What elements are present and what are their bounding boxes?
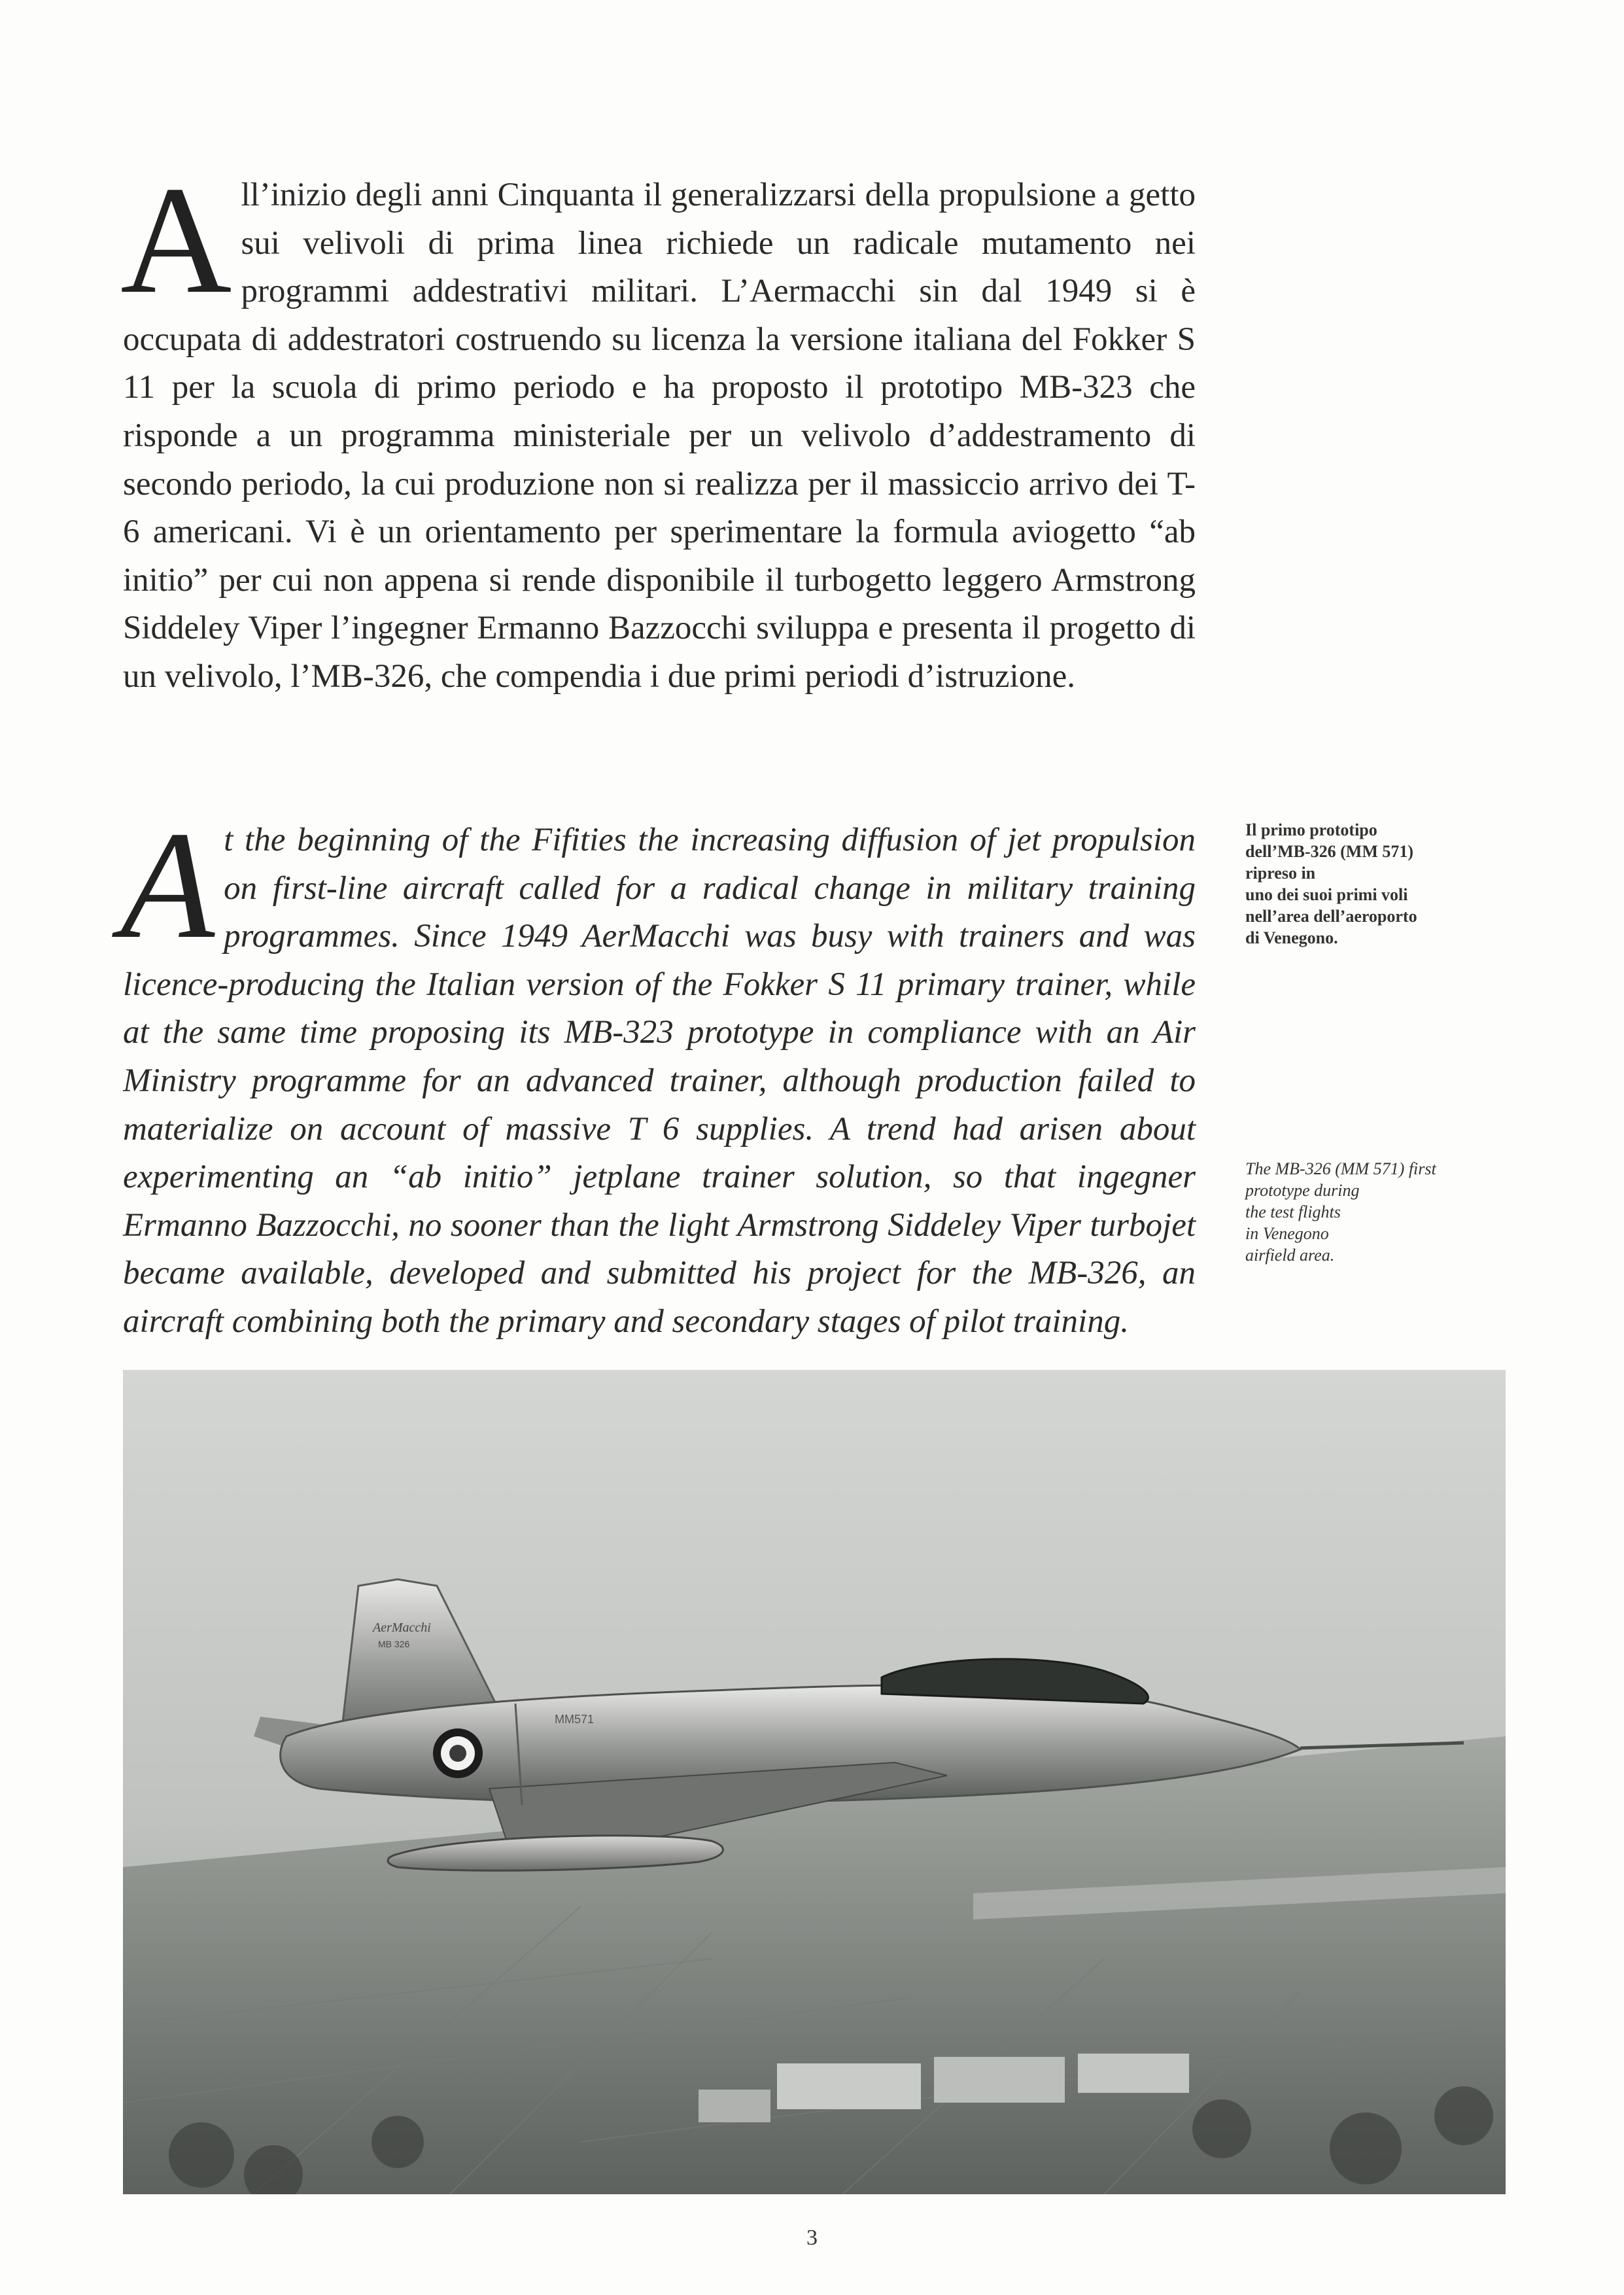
caption-line: di Venegono.: [1245, 928, 1338, 947]
english-drop-cap: A: [120, 800, 215, 971]
page-number: 3: [806, 2226, 818, 2250]
italian-paragraph-block: [120, 155, 1196, 701]
caption-line: ripreso in: [1245, 864, 1316, 883]
english-paragraph: t the beginning of the Fifities the increasing diffusion of jet propulsion on first-line aircraft called for a radical change in military training programmes. Since 1949 AerMacchi was busy with trainers and was licence-producing the Italian version of the Fokker S 11 primary trainer, while at the same time proposing its MB-323 prototype in compliance with an Air Ministry programme for an advanced trainer, although production failed to materialize on account of massive T 6 supplies. A trend had arisen about experimenting an “ab initio” jetplane trainer solution, so that ingegner Ermanno Bazzocchi, no sooner than the light Armstrong Siddeley Viper turbojet became available, developed and submitted his project for the MB-326, an aircraft combining both the primary and secondary stages of pilot training.: [123, 822, 1196, 1340]
caption-line: prototype during: [1245, 1181, 1360, 1200]
caption-line: Il primo prototipo: [1245, 820, 1377, 839]
caption-line: uno dei suoi primi voli: [1245, 885, 1408, 904]
aircraft-photo-svg: [123, 1370, 1506, 2194]
caption-line: The MB-326 (MM 571) first: [1245, 1159, 1436, 1178]
caption-line: nell’area dell’aeroporto: [1245, 907, 1417, 926]
roundel-icon: [433, 1728, 483, 1778]
english-photo-caption: [1245, 1158, 1520, 1266]
italian-paragraph: ll’inizio degli anni Cinquanta il generalizzarsi della propulsione a getto sui velivoli di prima linea richiede un radicale mutamento nei programmi addestrativi militari. L’Aermacchi sin dal 1949 si è occupata di addestratori costruendo su licenza la versione italiana del Fokker S 11 per la scuola di primo periodo e ha proposto il prototipo MB-323 che risponde a un programma ministeriale per un velivolo d’addestramento di secondo periodo, la cui produzione non si realizza per il massiccio arrivo dei T-6 americani. Vi è un orientamento per sperimentare la formula aviogetto “ab initio” per cui non appena si rende disponibile il turbogetto leggero Armstrong Siddeley Viper l’ingegner Ermanno Bazzocchi sviluppa e presenta il progetto di un velivolo, l’MB-326, che compendia i due primi periodi d’istruzione.: [123, 177, 1196, 695]
caption-line: the test flights: [1245, 1202, 1341, 1221]
caption-line: in Venegono: [1245, 1224, 1329, 1243]
caption-line: dell’MB-326 (MM 571): [1245, 842, 1414, 861]
italian-photo-caption: [1245, 819, 1520, 949]
italian-drop-cap: A: [120, 155, 232, 326]
caption-line: airfield area.: [1245, 1246, 1335, 1265]
english-paragraph-block: [120, 800, 1196, 1346]
aircraft-photo: [123, 1370, 1506, 2194]
tail-code-text: MB 326: [378, 1639, 410, 1649]
tail-maker-text: AerMacchi: [373, 1621, 431, 1635]
fuselage-code-text: MM571: [555, 1713, 595, 1726]
